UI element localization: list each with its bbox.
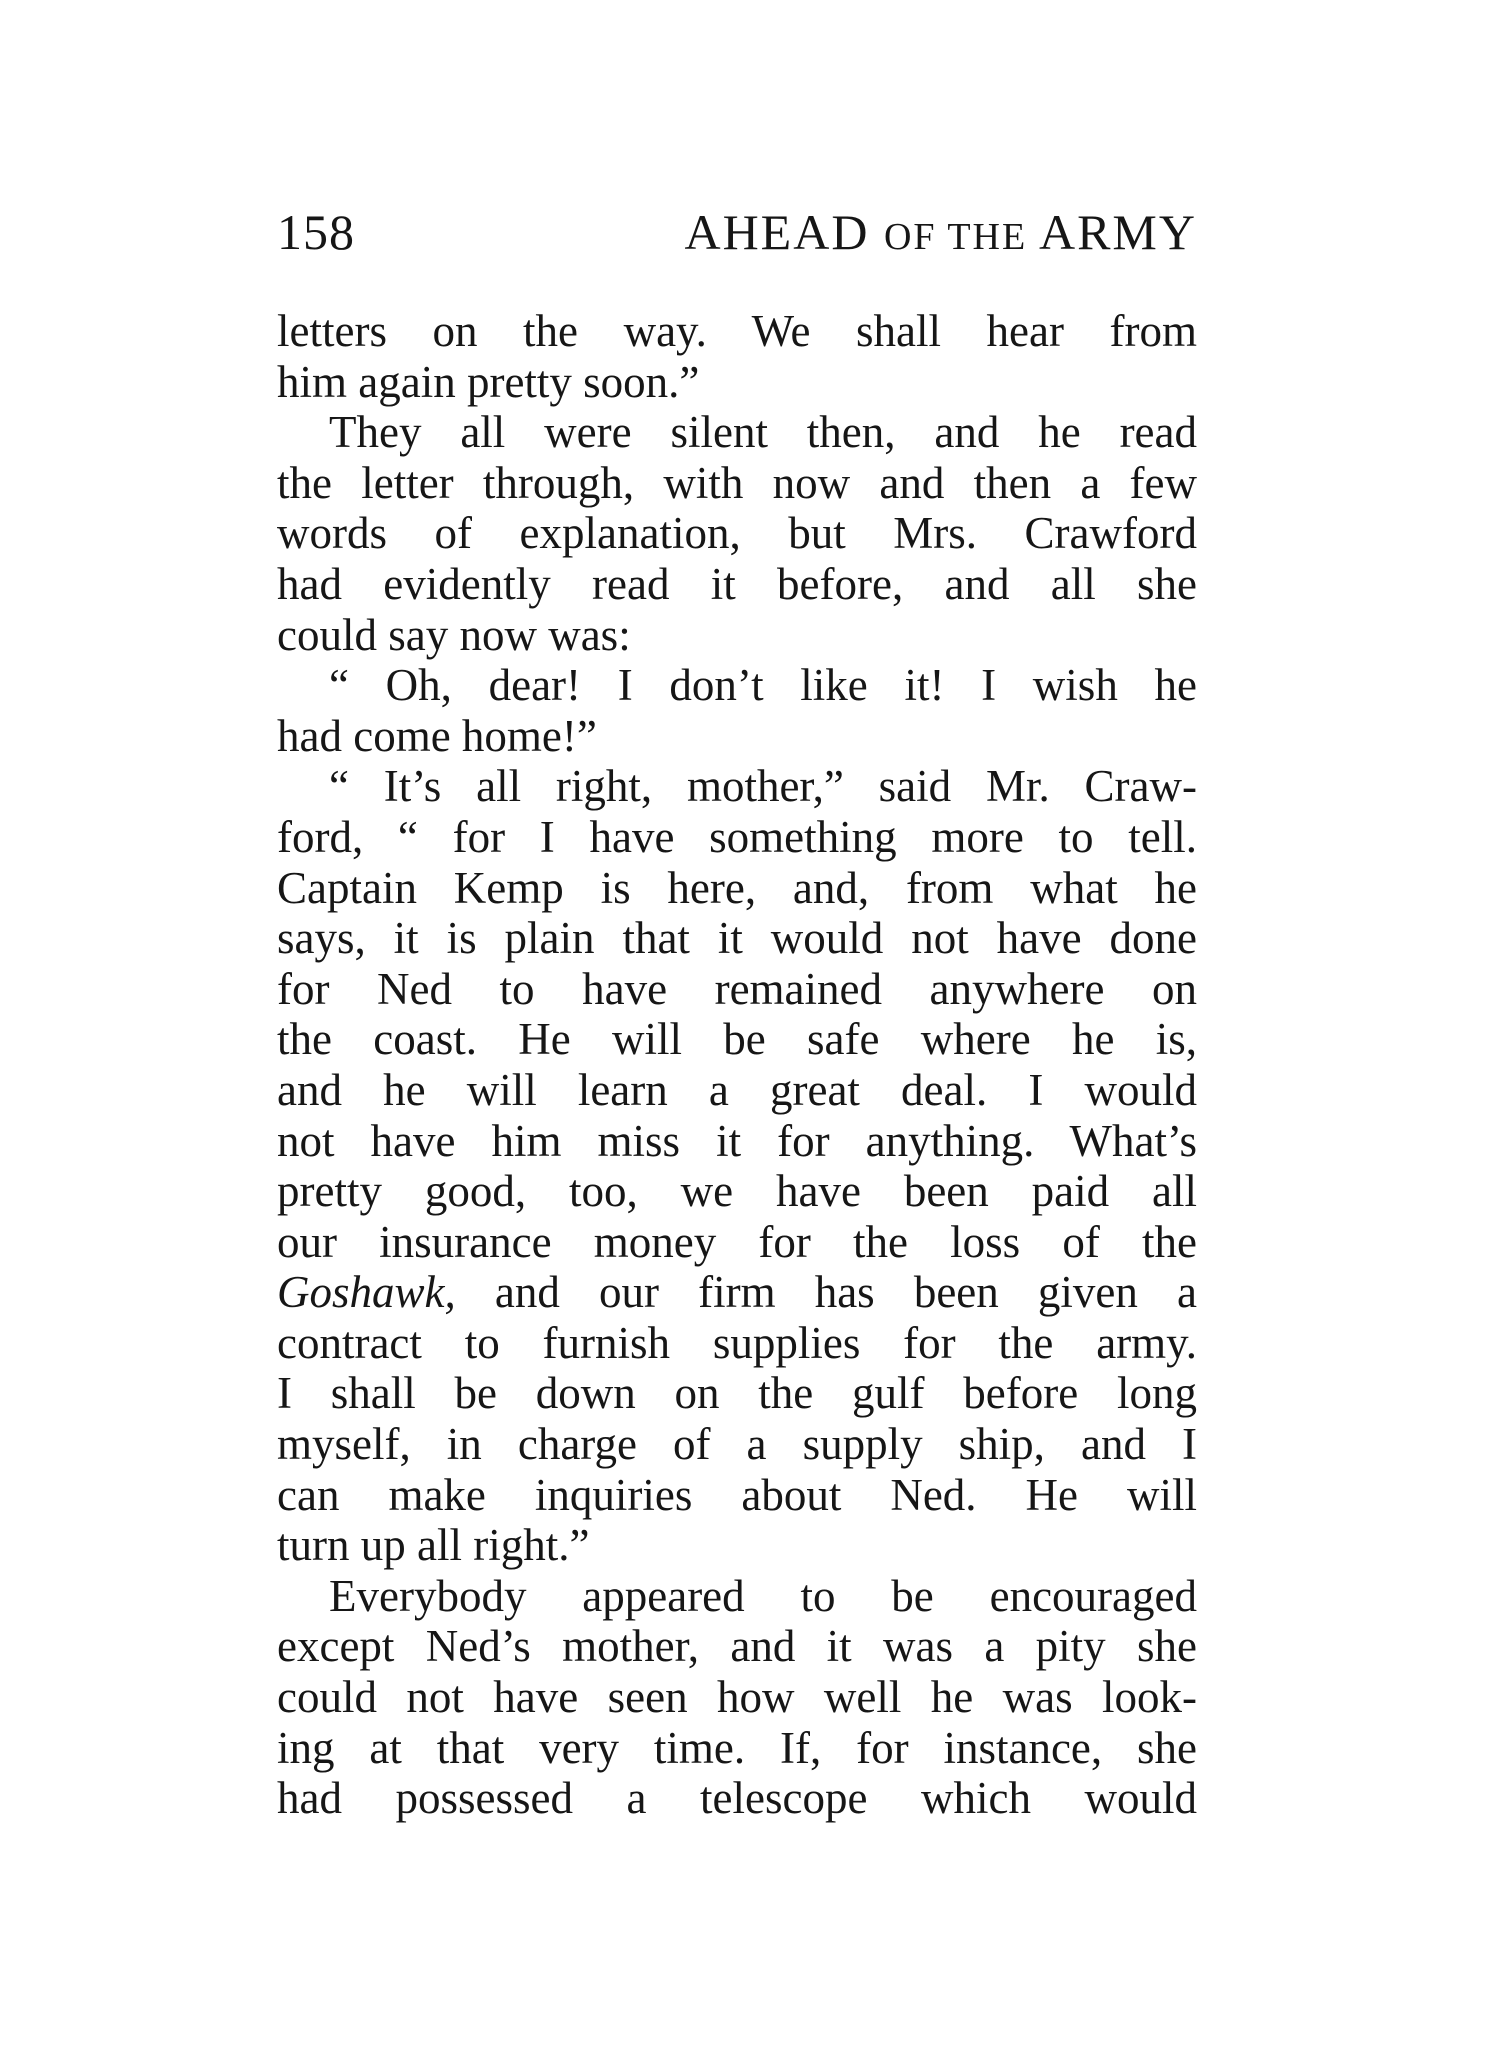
text-line: could say now was: <box>277 609 631 660</box>
text-line: turn up all right.” <box>277 1520 590 1571</box>
text-line: our insurance money for the loss of the <box>277 1216 1197 1267</box>
page-number: 158 <box>277 204 355 260</box>
text-line: could not have seen how well he was look- <box>277 1672 1197 1723</box>
running-title-word-1: AHEAD <box>684 204 870 260</box>
text-line: had evidently read it before, and all she <box>277 558 1197 609</box>
text-line: myself, in charge of a supply ship, and I <box>277 1419 1197 1470</box>
text-line: letters on the way. We shall hear from <box>277 306 1197 356</box>
text-line: can make inquiries about Ned. He will <box>277 1469 1197 1520</box>
ship-name: Goshawk, <box>277 1267 456 1318</box>
text-line: says, it is plain that it would not have done <box>277 913 1197 964</box>
text-line: him again pretty soon.” <box>277 356 700 407</box>
text-line: had come home!” <box>277 710 597 761</box>
text-line: for Ned to have remained anywhere on <box>277 963 1197 1014</box>
running-title <box>684 200 1197 269</box>
text-line: not have him miss it for anything. What’s <box>277 1115 1197 1166</box>
text-line: pretty good, too, we have been paid all <box>277 1166 1197 1217</box>
text-line: “ Oh, dear! I don’t like it! I wish he <box>329 660 1197 711</box>
text-line: the coast. He will be safe where he is, <box>277 1014 1197 1065</box>
body-text <box>277 306 1197 1824</box>
text-line-remainder: and our firm has been given a <box>455 1267 1197 1318</box>
text-line-with-ship-name <box>277 1267 1197 1318</box>
text-line: Everybody appeared to be encouraged <box>329 1570 1197 1621</box>
text-line: the letter through, with now and then a few <box>277 457 1197 508</box>
text-line: They all were silent then, and he read <box>329 407 1197 458</box>
text-line: “ It’s all right, mother,” said Mr. Craw- <box>329 761 1197 812</box>
text-line: words of explanation, but Mrs. Crawford <box>277 508 1197 559</box>
text-line: and he will learn a great deal. I would <box>277 1064 1197 1115</box>
running-title-word-2: OF THE <box>883 216 1028 258</box>
text-line: contract to furnish supplies for the army. <box>277 1317 1197 1368</box>
text-line: had possessed a telescope which would <box>277 1773 1197 1824</box>
text-line: Captain Kemp is here, and, from what he <box>277 862 1197 913</box>
text-line: except Ned’s mother, and it was a pity she <box>277 1621 1197 1672</box>
running-head <box>277 200 1197 264</box>
text-line: ing at that very time. If, for instance, she <box>277 1722 1197 1773</box>
text-line: I shall be down on the gulf before long <box>277 1368 1197 1419</box>
running-title-word-3: ARMY <box>1038 204 1197 260</box>
text-line: ford, “ for I have something more to tell. <box>277 811 1197 862</box>
